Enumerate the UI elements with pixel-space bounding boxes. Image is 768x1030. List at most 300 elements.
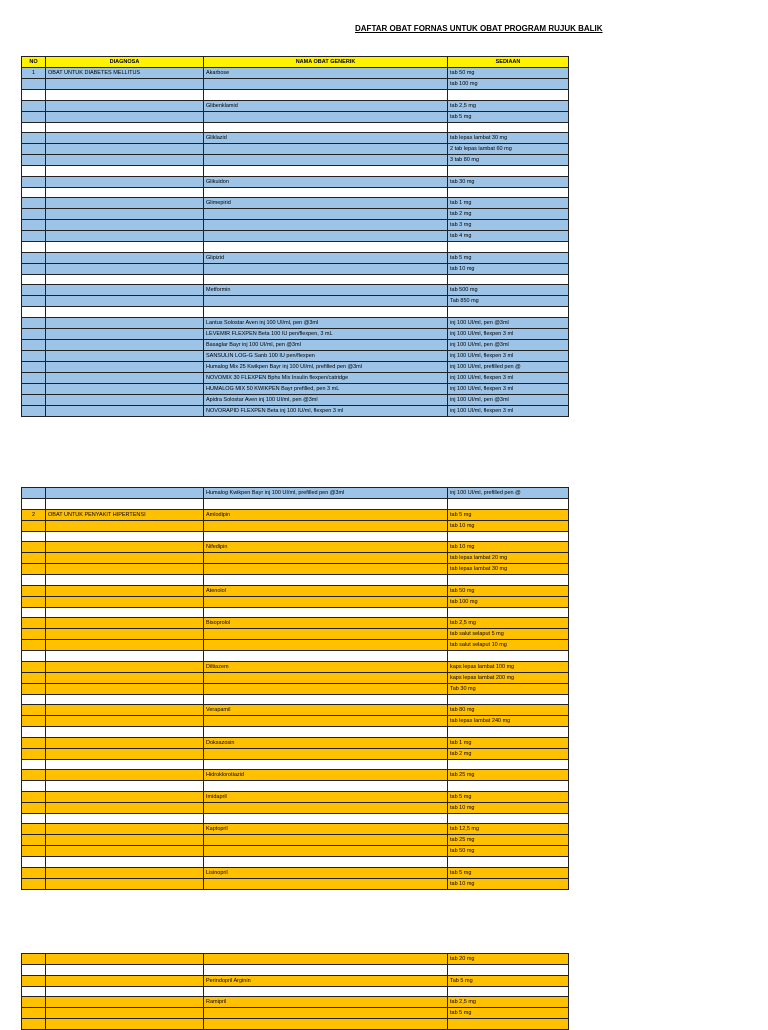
table-row bbox=[22, 954, 569, 965]
table-row bbox=[22, 867, 569, 878]
table-row bbox=[22, 683, 569, 694]
cell-drug-name: Bisoprolol bbox=[204, 618, 448, 629]
cell-diagnosa bbox=[46, 802, 204, 813]
table-row bbox=[22, 285, 569, 296]
cell-preparation: tab 12,5 mg bbox=[448, 824, 569, 835]
cell-drug-name bbox=[204, 575, 448, 586]
cell-no bbox=[22, 274, 46, 285]
cell-no bbox=[22, 575, 46, 586]
table-row bbox=[22, 835, 569, 846]
cell-no bbox=[22, 350, 46, 361]
table-row bbox=[22, 997, 569, 1008]
cell-drug-name bbox=[204, 759, 448, 770]
cell-no bbox=[22, 965, 46, 976]
cell-diagnosa bbox=[46, 383, 204, 394]
table-row bbox=[22, 748, 569, 759]
cell-drug-name bbox=[204, 640, 448, 651]
cell-preparation bbox=[448, 965, 569, 976]
cell-diagnosa bbox=[46, 975, 204, 986]
cell-drug-name bbox=[204, 607, 448, 618]
cell-diagnosa bbox=[46, 954, 204, 965]
table-row bbox=[22, 965, 569, 976]
table-row bbox=[22, 383, 569, 394]
cell-diagnosa bbox=[46, 100, 204, 111]
table-row bbox=[22, 564, 569, 575]
cell-no bbox=[22, 187, 46, 198]
cell-preparation: tab 5 mg bbox=[448, 1008, 569, 1019]
table-row bbox=[22, 252, 569, 263]
cell-diagnosa bbox=[46, 857, 204, 868]
cell-no bbox=[22, 339, 46, 350]
cell-preparation: 2 tab lepas lambat 60 mg bbox=[448, 144, 569, 155]
table-row bbox=[22, 716, 569, 727]
cell-diagnosa bbox=[46, 252, 204, 263]
cell-diagnosa bbox=[46, 231, 204, 242]
cell-drug-name: Nifedipin bbox=[204, 542, 448, 553]
cell-no bbox=[22, 564, 46, 575]
header-diagnosa: DIAGNOSA bbox=[46, 57, 204, 68]
cell-diagnosa bbox=[46, 585, 204, 596]
cell-diagnosa bbox=[46, 683, 204, 694]
cell-preparation: tab salut selaput 10 mg bbox=[448, 640, 569, 651]
cell-no bbox=[22, 672, 46, 683]
cell-drug-name: Atenolol bbox=[204, 585, 448, 596]
cell-diagnosa bbox=[46, 791, 204, 802]
cell-no bbox=[22, 781, 46, 792]
cell-no bbox=[22, 100, 46, 111]
table-row bbox=[22, 672, 569, 683]
cell-diagnosa bbox=[46, 405, 204, 416]
table-row bbox=[22, 307, 569, 318]
table-row bbox=[22, 824, 569, 835]
cell-drug-name: Diltiazem bbox=[204, 661, 448, 672]
table-row bbox=[22, 372, 569, 383]
table-row bbox=[22, 640, 569, 651]
cell-drug-name bbox=[204, 835, 448, 846]
cell-no bbox=[22, 1008, 46, 1019]
cell-drug-name bbox=[204, 231, 448, 242]
cell-drug-name: Gliklazid bbox=[204, 133, 448, 144]
cell-no bbox=[22, 727, 46, 738]
cell-drug-name bbox=[204, 122, 448, 133]
cell-no bbox=[22, 542, 46, 553]
cell-drug-name: NOVOMIX 30 FLEXPEN Bphs Mix Insulin flexpen/catridge bbox=[204, 372, 448, 383]
cell-preparation bbox=[448, 90, 569, 101]
cell-diagnosa bbox=[46, 317, 204, 328]
cell-preparation: Tab 30 mg bbox=[448, 683, 569, 694]
cell-preparation: tab 2,5 mg bbox=[448, 100, 569, 111]
cell-no bbox=[22, 133, 46, 144]
cell-drug-name bbox=[204, 651, 448, 662]
cell-preparation: 3 tab 80 mg bbox=[448, 155, 569, 166]
cell-preparation: inj 100 UI/ml, flexpen 3 ml bbox=[448, 350, 569, 361]
table-row bbox=[22, 133, 569, 144]
table-row bbox=[22, 405, 569, 416]
table-row bbox=[22, 176, 569, 187]
cell-no bbox=[22, 531, 46, 542]
cell-preparation: kaps lepas lambat 100 mg bbox=[448, 661, 569, 672]
table-row bbox=[22, 317, 569, 328]
cell-drug-name: Glipizid bbox=[204, 252, 448, 263]
cell-drug-name bbox=[204, 263, 448, 274]
cell-drug-name bbox=[204, 781, 448, 792]
cell-no bbox=[22, 737, 46, 748]
cell-diagnosa bbox=[46, 824, 204, 835]
cell-no bbox=[22, 759, 46, 770]
cell-diagnosa bbox=[46, 661, 204, 672]
cell-diagnosa bbox=[46, 640, 204, 651]
cell-diagnosa bbox=[46, 350, 204, 361]
cell-no bbox=[22, 317, 46, 328]
cell-diagnosa bbox=[46, 748, 204, 759]
cell-drug-name bbox=[204, 242, 448, 253]
table-row bbox=[22, 499, 569, 510]
cell-drug-name bbox=[204, 683, 448, 694]
cell-diagnosa bbox=[46, 596, 204, 607]
cell-no bbox=[22, 824, 46, 835]
cell-preparation bbox=[448, 274, 569, 285]
cell-drug-name bbox=[204, 672, 448, 683]
cell-no bbox=[22, 802, 46, 813]
cell-preparation: tab 100 mg bbox=[448, 596, 569, 607]
cell-drug-name: Amlodipin bbox=[204, 509, 448, 520]
header-sediaan: SEDIAAN bbox=[448, 57, 569, 68]
cell-diagnosa bbox=[46, 394, 204, 405]
cell-preparation: tab 3 mg bbox=[448, 220, 569, 231]
cell-no bbox=[22, 661, 46, 672]
table-row bbox=[22, 1008, 569, 1019]
cell-diagnosa bbox=[46, 296, 204, 307]
drug-table-section-3 bbox=[21, 953, 569, 1030]
cell-drug-name bbox=[204, 79, 448, 90]
table-row bbox=[22, 553, 569, 564]
cell-no bbox=[22, 596, 46, 607]
cell-preparation: tab lepas lambat 20 mg bbox=[448, 553, 569, 564]
cell-drug-name: Lisinopril bbox=[204, 867, 448, 878]
cell-preparation: tab 1 mg bbox=[448, 198, 569, 209]
cell-preparation: tab salut selaput 5 mg bbox=[448, 629, 569, 640]
cell-no bbox=[22, 683, 46, 694]
cell-drug-name: Glikuidon bbox=[204, 176, 448, 187]
table-row bbox=[22, 629, 569, 640]
table-row bbox=[22, 737, 569, 748]
cell-drug-name bbox=[204, 220, 448, 231]
table-row bbox=[22, 781, 569, 792]
cell-no bbox=[22, 383, 46, 394]
cell-diagnosa bbox=[46, 965, 204, 976]
table-row bbox=[22, 68, 569, 79]
cell-preparation: tab 100 mg bbox=[448, 79, 569, 90]
cell-preparation bbox=[448, 575, 569, 586]
cell-preparation: tab 30 mg bbox=[448, 176, 569, 187]
cell-no bbox=[22, 846, 46, 857]
cell-preparation bbox=[448, 781, 569, 792]
cell-no bbox=[22, 144, 46, 155]
header-row bbox=[22, 57, 569, 68]
cell-diagnosa bbox=[46, 339, 204, 350]
table-row bbox=[22, 802, 569, 813]
cell-no bbox=[22, 618, 46, 629]
cell-drug-name bbox=[204, 727, 448, 738]
cell-preparation bbox=[448, 122, 569, 133]
table-row bbox=[22, 813, 569, 824]
cell-no bbox=[22, 694, 46, 705]
cell-diagnosa bbox=[46, 520, 204, 531]
cell-preparation: tab 80 mg bbox=[448, 705, 569, 716]
cell-diagnosa bbox=[46, 737, 204, 748]
table-row bbox=[22, 857, 569, 868]
cell-no: 2 bbox=[22, 509, 46, 520]
table-row bbox=[22, 596, 569, 607]
cell-no bbox=[22, 372, 46, 383]
cell-no bbox=[22, 835, 46, 846]
cell-diagnosa bbox=[46, 144, 204, 155]
cell-preparation: tab 2,5 mg bbox=[448, 997, 569, 1008]
cell-no bbox=[22, 394, 46, 405]
cell-preparation bbox=[448, 607, 569, 618]
cell-diagnosa bbox=[46, 285, 204, 296]
cell-diagnosa bbox=[46, 176, 204, 187]
table-row bbox=[22, 209, 569, 220]
cell-drug-name: Perindopril Arginin bbox=[204, 975, 448, 986]
cell-drug-name: LEVEMIR FLEXPEN Beta 100 IU pen/flexpen, 3 mL bbox=[204, 328, 448, 339]
cell-diagnosa bbox=[46, 488, 204, 499]
cell-drug-name: Verapamil bbox=[204, 705, 448, 716]
cell-drug-name: Glibenklamid bbox=[204, 100, 448, 111]
cell-diagnosa bbox=[46, 187, 204, 198]
table-row bbox=[22, 509, 569, 520]
cell-no bbox=[22, 155, 46, 166]
cell-preparation bbox=[448, 307, 569, 318]
cell-diagnosa bbox=[46, 781, 204, 792]
cell-preparation: tab 4 mg bbox=[448, 231, 569, 242]
cell-preparation: tab 2 mg bbox=[448, 748, 569, 759]
cell-drug-name bbox=[204, 694, 448, 705]
cell-diagnosa bbox=[46, 770, 204, 781]
cell-no bbox=[22, 263, 46, 274]
cell-diagnosa bbox=[46, 111, 204, 122]
cell-diagnosa bbox=[46, 705, 204, 716]
header-nama-obat: NAMA OBAT GENERIK bbox=[204, 57, 448, 68]
cell-diagnosa bbox=[46, 846, 204, 857]
cell-drug-name bbox=[204, 531, 448, 542]
cell-no bbox=[22, 986, 46, 997]
cell-preparation bbox=[448, 813, 569, 824]
cell-diagnosa bbox=[46, 220, 204, 231]
cell-preparation: tab 500 mg bbox=[448, 285, 569, 296]
cell-diagnosa bbox=[46, 759, 204, 770]
table-row bbox=[22, 705, 569, 716]
cell-diagnosa bbox=[46, 372, 204, 383]
cell-diagnosa bbox=[46, 328, 204, 339]
cell-preparation: tab 5 mg bbox=[448, 252, 569, 263]
table-row bbox=[22, 531, 569, 542]
cell-no bbox=[22, 975, 46, 986]
cell-drug-name bbox=[204, 716, 448, 727]
cell-no bbox=[22, 813, 46, 824]
table-row bbox=[22, 727, 569, 738]
cell-diagnosa bbox=[46, 133, 204, 144]
header-no: NO bbox=[22, 57, 46, 68]
cell-preparation: inj 100 UI/ml, flexpen 3 ml bbox=[448, 328, 569, 339]
cell-no bbox=[22, 520, 46, 531]
table-row bbox=[22, 878, 569, 889]
cell-no bbox=[22, 328, 46, 339]
cell-no bbox=[22, 705, 46, 716]
cell-drug-name: Basaglar Bayr inj 100 UI/ml, pen @3ml bbox=[204, 339, 448, 350]
cell-preparation bbox=[448, 694, 569, 705]
table-row bbox=[22, 111, 569, 122]
cell-drug-name bbox=[204, 187, 448, 198]
cell-no bbox=[22, 488, 46, 499]
cell-diagnosa bbox=[46, 274, 204, 285]
cell-drug-name bbox=[204, 296, 448, 307]
cell-no bbox=[22, 79, 46, 90]
cell-drug-name bbox=[204, 499, 448, 510]
cell-no bbox=[22, 748, 46, 759]
cell-preparation bbox=[448, 727, 569, 738]
cell-diagnosa bbox=[46, 155, 204, 166]
table-row bbox=[22, 651, 569, 662]
cell-preparation: inj 100 UI/ml, flexpen 3 ml bbox=[448, 405, 569, 416]
cell-preparation: inj 100 UI/ml, pen @3ml bbox=[448, 317, 569, 328]
cell-diagnosa bbox=[46, 835, 204, 846]
cell-preparation: tab 2 mg bbox=[448, 209, 569, 220]
cell-preparation bbox=[448, 166, 569, 177]
cell-preparation: Tab 850 mg bbox=[448, 296, 569, 307]
cell-diagnosa bbox=[46, 575, 204, 586]
cell-preparation: tab 5 mg bbox=[448, 867, 569, 878]
cell-preparation: tab 50 mg bbox=[448, 68, 569, 79]
cell-no bbox=[22, 867, 46, 878]
cell-diagnosa bbox=[46, 361, 204, 372]
document-title: DAFTAR OBAT FORNAS UNTUK OBAT PROGRAM RUJUK BALIK bbox=[355, 24, 603, 33]
cell-preparation: inj 100 UI/ml, pen @3ml bbox=[448, 339, 569, 350]
table-row bbox=[22, 618, 569, 629]
table-row bbox=[22, 791, 569, 802]
cell-drug-name: Glimepirid bbox=[204, 198, 448, 209]
cell-no bbox=[22, 176, 46, 187]
table-row bbox=[22, 198, 569, 209]
table-row bbox=[22, 770, 569, 781]
table-row bbox=[22, 187, 569, 198]
cell-drug-name: HUMALOG MIX 50 KWIKPEN Bayr prefilled, pen 3 mL bbox=[204, 383, 448, 394]
cell-drug-name bbox=[204, 986, 448, 997]
table-row bbox=[22, 975, 569, 986]
cell-no bbox=[22, 499, 46, 510]
cell-diagnosa bbox=[46, 694, 204, 705]
table-row bbox=[22, 122, 569, 133]
cell-diagnosa bbox=[46, 79, 204, 90]
cell-diagnosa bbox=[46, 1008, 204, 1019]
cell-drug-name bbox=[204, 629, 448, 640]
cell-no bbox=[22, 651, 46, 662]
cell-drug-name bbox=[204, 166, 448, 177]
cell-preparation: inj 100 UI/ml, flexpen 3 ml bbox=[448, 372, 569, 383]
cell-preparation: tab 50 mg bbox=[448, 846, 569, 857]
cell-drug-name bbox=[204, 748, 448, 759]
cell-no bbox=[22, 997, 46, 1008]
cell-diagnosa bbox=[46, 878, 204, 889]
table-row bbox=[22, 542, 569, 553]
cell-diagnosa bbox=[46, 564, 204, 575]
table-row bbox=[22, 361, 569, 372]
cell-no bbox=[22, 640, 46, 651]
cell-drug-name bbox=[204, 802, 448, 813]
table-row bbox=[22, 90, 569, 101]
drug-table-section-1 bbox=[21, 56, 569, 417]
cell-diagnosa bbox=[46, 867, 204, 878]
cell-no bbox=[22, 122, 46, 133]
cell-diagnosa bbox=[46, 263, 204, 274]
cell-preparation: tab 5 mg bbox=[448, 791, 569, 802]
table-row bbox=[22, 166, 569, 177]
cell-preparation: tab 2,5 mg bbox=[448, 618, 569, 629]
cell-preparation: tab 10 mg bbox=[448, 802, 569, 813]
cell-drug-name: Humalog Mix 25 Kwikpen Bayr inj 100 UI/ml, prefilled pen @3ml bbox=[204, 361, 448, 372]
cell-drug-name bbox=[204, 307, 448, 318]
cell-preparation: inj 100 UI/ml, prefilled pen @ bbox=[448, 361, 569, 372]
cell-preparation: inj 100 UI/ml, flexpen 3 ml bbox=[448, 383, 569, 394]
cell-preparation bbox=[448, 499, 569, 510]
cell-drug-name: Ramipril bbox=[204, 997, 448, 1008]
cell-drug-name bbox=[204, 596, 448, 607]
table-row bbox=[22, 607, 569, 618]
table-row bbox=[22, 242, 569, 253]
cell-drug-name: Apidra Solostar Aven inj 100 UI/ml, pen @3ml bbox=[204, 394, 448, 405]
table-row bbox=[22, 339, 569, 350]
cell-drug-name bbox=[204, 965, 448, 976]
cell-preparation: kaps lepas lambat 200 mg bbox=[448, 672, 569, 683]
cell-drug-name bbox=[204, 857, 448, 868]
cell-preparation bbox=[448, 857, 569, 868]
cell-drug-name bbox=[204, 209, 448, 220]
cell-preparation: tab 5 mg bbox=[448, 111, 569, 122]
cell-no bbox=[22, 307, 46, 318]
cell-no bbox=[22, 361, 46, 372]
cell-drug-name bbox=[204, 813, 448, 824]
cell-no: 1 bbox=[22, 68, 46, 79]
cell-preparation: tab 20 mg bbox=[448, 954, 569, 965]
cell-no bbox=[22, 220, 46, 231]
cell-preparation: tab lepas lambat 240 mg bbox=[448, 716, 569, 727]
cell-no bbox=[22, 791, 46, 802]
cell-diagnosa bbox=[46, 672, 204, 683]
cell-diagnosa bbox=[46, 90, 204, 101]
cell-preparation bbox=[448, 651, 569, 662]
cell-diagnosa bbox=[46, 716, 204, 727]
cell-preparation: tab 5 mg bbox=[448, 509, 569, 520]
cell-no bbox=[22, 770, 46, 781]
table-row bbox=[22, 520, 569, 531]
cell-no bbox=[22, 252, 46, 263]
cell-drug-name: Akarbose bbox=[204, 68, 448, 79]
cell-no bbox=[22, 209, 46, 220]
cell-preparation: tab 10 mg bbox=[448, 520, 569, 531]
cell-drug-name bbox=[204, 846, 448, 857]
cell-no bbox=[22, 111, 46, 122]
cell-preparation: tab 10 mg bbox=[448, 542, 569, 553]
cell-drug-name bbox=[204, 90, 448, 101]
table-row bbox=[22, 79, 569, 90]
cell-diagnosa bbox=[46, 499, 204, 510]
cell-drug-name bbox=[204, 1008, 448, 1019]
cell-no bbox=[22, 166, 46, 177]
cell-no bbox=[22, 198, 46, 209]
cell-drug-name bbox=[204, 274, 448, 285]
cell-drug-name bbox=[204, 520, 448, 531]
table-row bbox=[22, 296, 569, 307]
